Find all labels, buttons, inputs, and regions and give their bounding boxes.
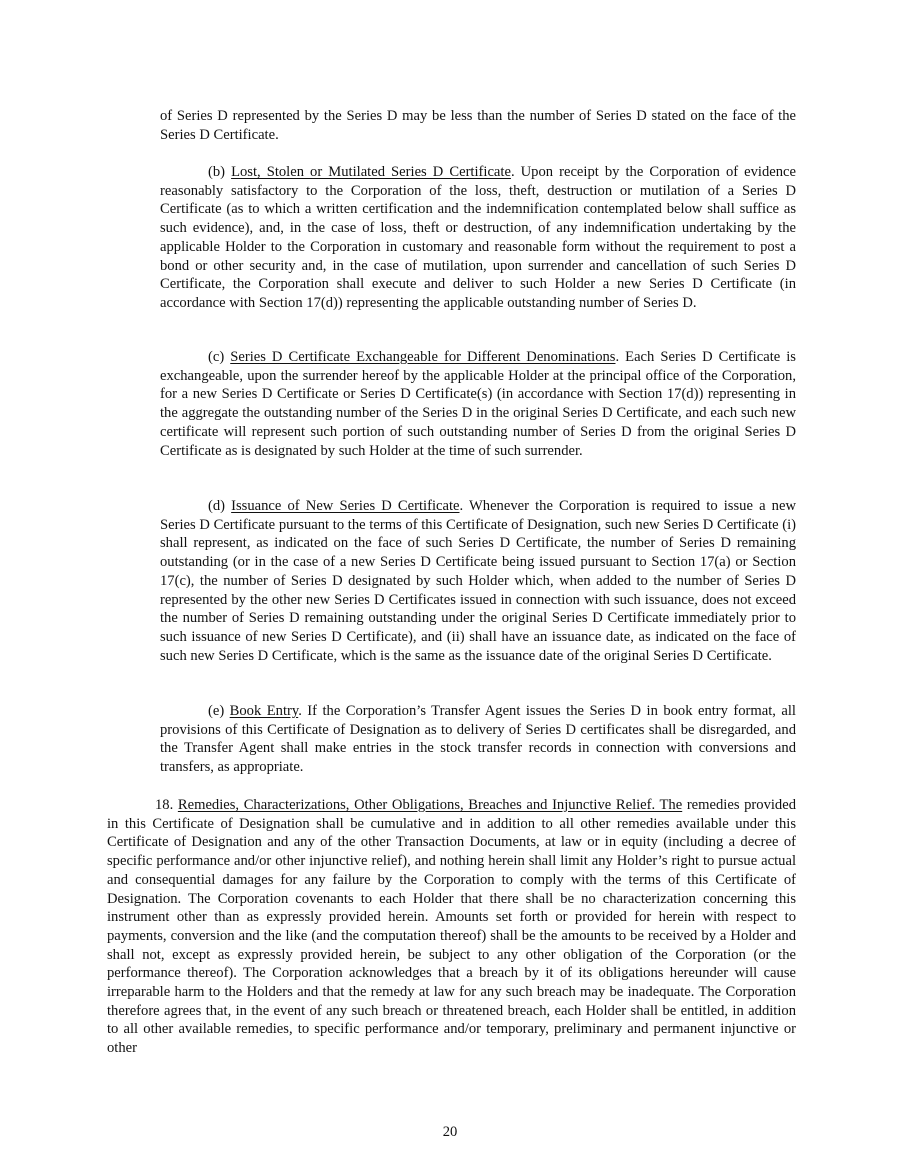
paragraph-d-label: (d): [208, 498, 232, 514]
paragraph-d-text: . Whenever the Corporation is required to issue a new Series D Certificate pursuant to the terms of this Certificate of Designation, such new Series D Certificate (i) shall represent, as indicated on the face of such Series D Certificate, the number of Series D remaining outstanding (or in the case of a new Series D Certificate being issued pursuant to Section 17(a) or Section 17(c), the number of Series D designated by such Holder which, when added to the number of Series D represented by the other new Series D Certificates issued in connection with such issuance, does not exceed the number of Series D remaining outstanding under the original Series D Certificate immediately prior to such issuance of new Series D Certificate), and (ii) shall have an issuance date, as indicated on the face of such new Series D Certificate, which is the same as the issuance date of the original Series D Certificate.: [160, 498, 796, 664]
paragraph-b-heading: Lost, Stolen or Mutilated Series D Certificate: [231, 164, 511, 180]
paragraph-b: [160, 163, 796, 313]
paragraph-d: [160, 497, 796, 665]
paragraph-e-heading: Book Entry: [229, 703, 299, 719]
paragraph-e-text: . If the Corporation’s Transfer Agent issues the Series D in book entry format, all provisions of this Certificate of Designation as to delivery of Series D certificates shall be disregarded, and the Transfer Agent shall make entries in the stock transfer records in connection with conversions and transfers, as appropriate.: [160, 703, 796, 776]
section-18-label: 18.: [155, 797, 178, 813]
page-number: 20: [442, 1124, 458, 1140]
paragraph-b-label: (b): [208, 164, 232, 180]
paragraph-a-continuation: [160, 107, 796, 144]
section-18-text: remedies provided in this Certificate of Designation shall be cumulative and in addition to all other remedies available under this Certificate of Designation and any of the other Transaction Documents, at law or in equity (including a decree of specific performance and/or other injunctive relief), and nothing herein shall limit any Holder’s right to pursue actual and consequential damages for any failure by the Corporation to comply with the terms of this Certificate of Designation. The Corporation covenants to each Holder that there shall be no characterization concerning this instrument other than as expressly provided herein. Amounts set forth or provided for herein with respect to payments, conversion and the like (and the computation thereof) shall be the amounts to be received by a Holder and shall not, except as expressly provided herein, be subject to any other obligation of the Corporation (or the performance thereof). The Corporation acknowledges that a breach by it of its obligations hereunder will cause irreparable harm to the Holders and that the remedy at law for any such breach may be inadequate. The Corporation therefore agrees that, in the event of any such breach or threatened breach, each Holder shall be entitled, in addition to all other available remedies, to specific performance and/or temporary, preliminary and permanent injunctive or other: [107, 797, 796, 1057]
paragraph-c-label: (c): [208, 349, 231, 365]
section-18-heading: Remedies, Characterizations, Other Obligations, Breaches and Injunctive Relief. The: [177, 797, 683, 813]
paragraph-c-text: . Each Series D Certificate is exchangeable, upon the surrender hereof by the applicable Holder at the principal office of the Corporation, for a new Series D Certificate or Series D Certificate(s) (in accordance with Section 17(d)) representing in the aggregate the outstanding number of the Series D in the original Series D Certificate, and each such new certificate will represent such portion of such outstanding number of Series D from the original Series D Certificate as is designated by such Holder at the time of such surrender.: [160, 349, 796, 459]
paragraph-c: [160, 348, 796, 460]
paragraph-d-heading: Issuance of New Series D Certificate: [231, 498, 460, 514]
paragraph-e: [160, 702, 796, 777]
paragraph-c-heading: Series D Certificate Exchangeable for Different Denominations: [230, 349, 616, 365]
paragraph-e-label: (e): [208, 703, 230, 719]
paragraph-a-text: of Series D represented by the Series D may be less than the number of Series D stated on the face of the Series D Certificate.: [160, 108, 796, 143]
paragraph-b-text: . Upon receipt by the Corporation of evidence reasonably satisfactory to the Corporation of the loss, theft, destruction or mutilation of a Series D Certificate (as to which a written certification and the indemnification contemplated below shall suffice as such evidence), and, in the case of loss, theft or destruction, of any indemnification undertaking by the applicable Holder to the Corporation in customary and reasonable form without the requirement to post a bond or other security and, in the case of mutilation, upon surrender and cancellation of such Series D Certificate, the Corporation shall execute and deliver to such Holder a new Series D Certificate (in accordance with Section 17(d)) representing the applicable outstanding number of Series D.: [160, 164, 797, 311]
section-18: [107, 796, 796, 1058]
